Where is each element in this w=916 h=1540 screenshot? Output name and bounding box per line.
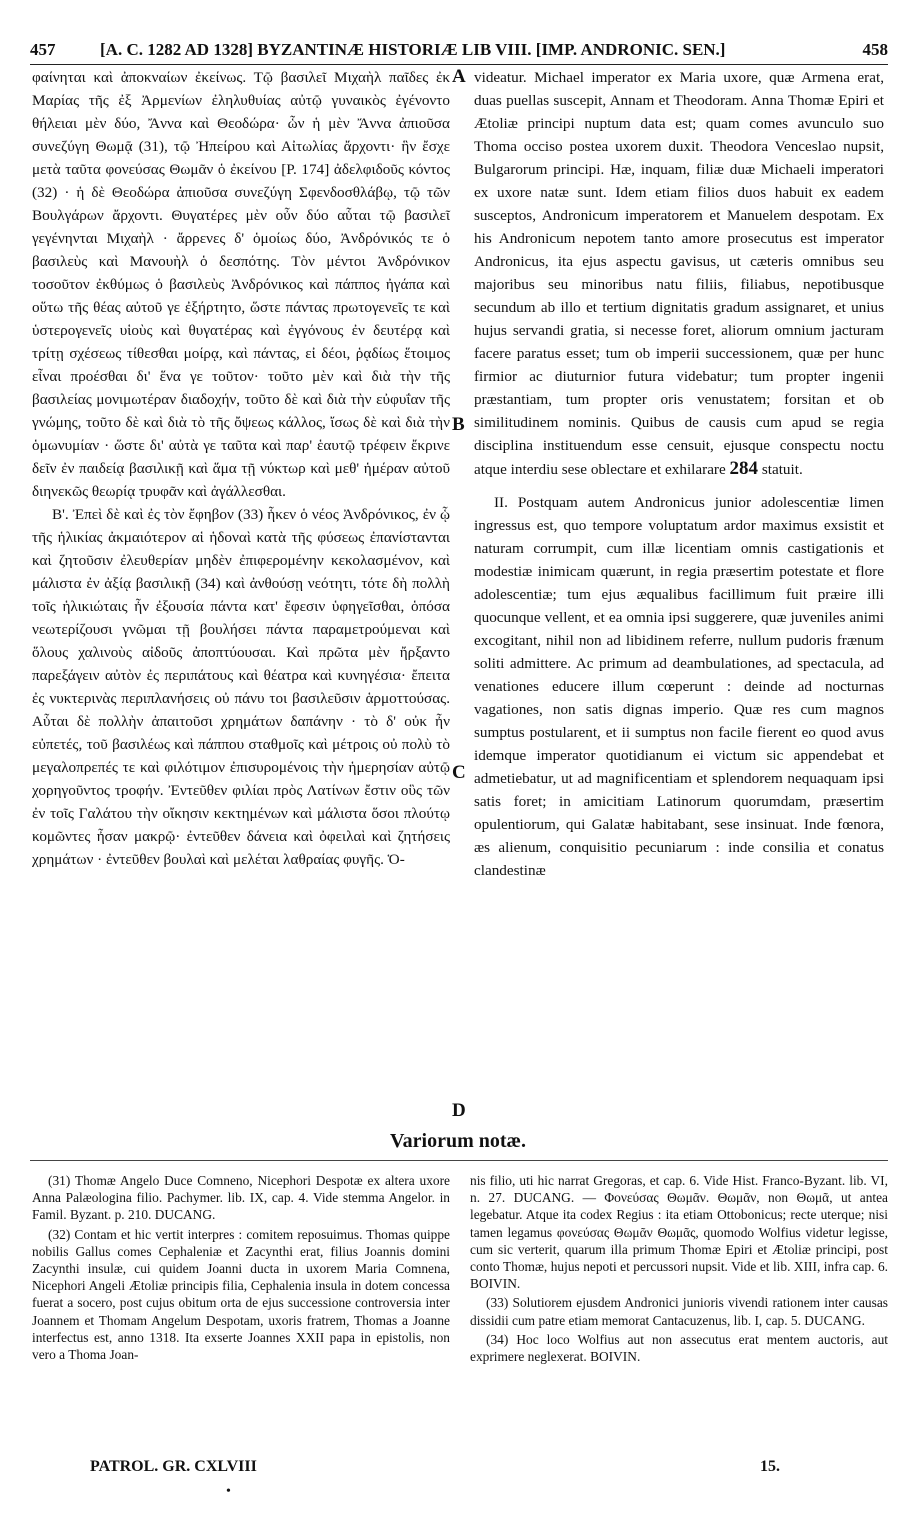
page-number-right: 458 [862, 40, 888, 59]
column-number: 284 [729, 458, 759, 479]
margin-letter-d: D [452, 1100, 466, 1121]
note-entry: nis filio, uti hic narrat Gregoras, et cap. 6. Vide Hist. Franco-Byzant. lib. VI, n. 27. DUCANG. — Φονεύσας Θωμᾶν. Θωμᾶν, non Θωμᾶ, ut antea legebatur. Atque ita codex Regius : ita etiam Ottobonicus; recte uterque; nisi tamen legamus φονεύσας Θωμᾶν Θωμᾶς, quomodo Wolfius videtur legisse, cum sic verterit, quarum illa primum Thomæ Epiri et Ætoliæ principi, post conto Thomæ, hujus nepoti et percussori nupsit. Vide et lib. XIII, infra cap. 6. BOIVIN. [470, 1173, 888, 1292]
greek-paragraph: Β'. Ἐπεὶ δὲ καὶ ἐς τὸν ἔφηβον (33) ἧκεν ὁ νέος Ἀνδρόνικος, ἐν ᾧ τῆς ἡλικίας ἀκμαιότερον αἱ ἡδοναὶ κατὰ τῆς φύσεως ἐπανίστανται καὶ ζητοῦσιν ἐλευθερίαν μηδὲν ἐπιφερομένην κεκολασμένον, καὶ μάλιστα ἐν ἀξίᾳ βασιλικῇ (34) καὶ ἀνθούσῃ νεότητι, τότε δὴ πολλὴ τοῖς ἡλικιώταις ἦν ἐξουσία πάντα κατ' ἔφεσιν ὑφηγεῖσθαι, ὁπόσα νεωτερίζουσι γνῶμαι τῇ βουλήσει πάντα παραμετρούμεναι καὶ ὅλους χαλινοὺς αἰδοῦς ἀποπτύουσαι. Καὶ πρῶτα μὲν ἤρξαντο παρεξάγειν αὐτὸν ἐς περιπάτους καὶ θέατρα καὶ κυνηγέσια· ἔπειτα ἐς νυκτερινὰς περιπλανήσεις οὐ πάνυ τοι βασιλεῦσιν ἁρμοττούσας. Αὗται δὲ πολλὴν ἀπαιτοῦσι χρημάτων δαπάνην · τὸ δ' οὐκ ἦν εὐπετές, τοῦ βασιλέως καὶ πάππου σταθμοῖς καὶ μέτροις οὐ πολὺ τὸ μεγαλοπρεπές τε καὶ φιλότιμον ἐπισυρομένοις τὴν ἡμερησίαν αὐτῷ χορηγοῦντος τροφήν. Ἐντεῦθεν φιλίαι πρὸς Λατίνων ἔστιν οὓς τῶν ἐν τοῖς Γαλάτου τὴν οἴκησιν κεκτημένων καὶ μάλιστα ὅσοι πλούτῳ κομῶντες ἦσαν μακρῷ· ἐντεῦθεν δάνεια καὶ ὀφειλαὶ καὶ ζητήσεις χρημάτων · ἐντεῦθεν βουλαὶ καὶ μελέται λαθραίας φυγῆς. Ὁ- [32, 506, 450, 868]
notes-heading: Variorum notæ. [390, 1130, 526, 1152]
running-header [30, 38, 888, 65]
notes-divider [30, 1160, 888, 1161]
greek-paragraph: φαίνηται καὶ ἀποκναίων ἐκείνως. Τῷ βασιλεῖ Μιχαὴλ παῖδες ἐκ Μαρίας τῆς ἐξ Ἀρμενίων ἐληλυθυίας αὐτῷ γυναικὸς ἐγένοντο θήλειαι μὲν δύο, Ἄννα καὶ Θεοδώρα· ὧν ἡ μὲν Ἄννα ἀπιοῦσα συνεζύγη Θωμᾷ (31), τῷ Ἠπείρου καὶ Αἰτωλίας ἄρχοντι· ἣν ἔσχε μετὰ ταῦτα φονεύσας Θωμᾶν ὁ ἐκείνου [P. 174] ἀδελφιδοῦς κόντος (32) · ἡ δὲ Θεοδώρα ἀπιοῦσα συνεζύγη Σφενδοσθλάβῳ, τῷ τῶν Βουλγάρων ἄρχοντι. Θυγατέρες μὲν οὖν δύο αὗται τῷ βασιλεῖ γεγένηνται Μιχαὴλ · ἄρρενες δ' ὁμοίως δύο, Ἀνδρόνικός τε ὁ βασιλεὺς καὶ Μανουὴλ ὁ δεσπότης. Τὸν μέντοι Ἀνδρόνικον τοσοῦτον ἐκθύμως ὁ βασιλεὺς Ἀνδρόνικος καὶ πάππος ἠγάπα καὶ οὕτω τῆς θέας αὐτοῦ γε ἐξήρτητο, ὥστε πάντας πρωτογενεῖς τε καὶ ὑστερογενεῖς υἱοὺς καὶ θυγατέρας καὶ ἐγγόνους ἐν δευτέρᾳ καὶ τρίτῃ σχέσεως τίθεσθαι μοίρᾳ, καὶ πάντας, εἰ δέοι, ῥᾳδίως ἕτοιμος εἶναι προέσθαι δι' ἕνα γε τοῦτον· τοῦτο μὲν καὶ διὰ τὴν τῆς βασιλείας μονιμωτέραν διαδοχήν, τοῦτο δὲ καὶ διὰ τὴν εὐφυΐαν τῆς γνώμης, τοῦτο δὲ καὶ διὰ τὸ τῆς ὄψεως κάλλος, ἴσως δὲ καὶ διὰ τὴν ὁμωνυμίαν · ὥστε δι' αὐτὰ γε ταῦτα καὶ παρ' ἑαυτῷ τρέφειν ἔκρινε δεῖν ἐν παιδείᾳ βασιλικῇ καὶ ἅμα τῇ νύκτωρ καὶ μεθ' ἡμέραν αὐτοῦ διηνεκῶς θεωρίᾳ τρυφᾶν καὶ ἀγάλλεσθαι. [32, 69, 450, 500]
notes-left-column [32, 1172, 450, 1365]
note-entry: (33) Solutiorem ejusdem Andronici junioris vivendi rationem inter causas dissidii cum patre etiam memorat Cantacuzenus, lib. I, cap. 5. DUCANG. [470, 1295, 888, 1328]
footer-signature: PATROL. GR. CXLVIII [90, 1458, 257, 1475]
page-number-left: 457 [30, 40, 56, 59]
footer-sheet-number: 15. [760, 1458, 780, 1475]
footer-dot: • [226, 1484, 231, 1499]
greek-text-column [32, 66, 450, 871]
notes-right-column [470, 1172, 888, 1367]
note-entry: (32) Contam et hic vertit interpres : comitem reposuimus. Thomas quippe nobilis Gallus comes Cephaleniæ et Zacynthi erat, filius Joannis domini Zacynthi insulæ, cui quidem Joanni ducta in uxorem Maria Comnena, Nicephori Angeli Ætoliæ principis filia, Cephalenia insula in dotem concessa fuerat a socero, post cujus obitum orta de ejus successione controversia inter Joannem et Thomam Angelum Despotam, uxoris fratrem, Thomas a Joanne interfectus est, anno 1318. Ita exserte Joannes XXII papa in epistolis, non vero a Thoma Joan- [32, 1226, 450, 1363]
margin-letter-c: C [452, 762, 466, 783]
latin-paragraph [474, 66, 884, 481]
latin-paragraph: II. Postquam autem Andronicus junior adolescentiæ limen ingressus est, quo tempore voluptatum ardor maximus exsistit et naturam corrumpit, cum illæ licentiam omnis castigationis et modestiæ inimicam quærunt, in regia præsertim potestate et flore adolescentiæ; tum ejus æqualibus facillimum fuit præire illi quocunque vellent, et ea omnia ipsi suggerere, quæ juveniles animi excogitant, nihil non ad libidinem referre, nullum pudoris frænum soliti admittere. Ac primum ad deambulationes, ad spectacula, ad venationes educere illum cœperunt : deinde ad nocturnas vagationes, non satis dignas imperio. Quæ res cum magnos sumptus postularent, et ii sumptus non facile fierent eo quod avus idemque imperator quotidianum ei victum sic appendebat et admetiebatur, ut ad magnificentiam et splendorem nequaquam ipsi satis foret; in amicitiam Latinorum quorumdam, præsertim opulentiorum, qui Galatæ habitabant, sese insinuat. Inde fœnora, æs alienum, conquisitio pecuniarum : inde consilia et conatus clandestinæ [474, 494, 884, 879]
note-entry: (34) Hoc loco Wolfius aut non assecutus erat mentem auctoris, aut exprimere neglexerat. BOIVIN. [470, 1331, 888, 1365]
margin-letter-b: B [452, 414, 465, 435]
note-entry: (31) Thomæ Angelo Duce Comneno, Nicephori Despotæ ex altera uxore Anna Palæologina filio. Pachymer. lib. IX, cap. 4. Vide stemma Angelor. in Famil. Byzant. p. 210. DUCANG. [32, 1173, 450, 1223]
latin-paragraph-end: statuit. [761, 461, 803, 478]
latin-paragraph-text: videatur. Michael imperator ex Maria uxore, quæ Armena erat, duas puellas suscepit, Annam et Theodoram. Anna Thomæ Epiri et Ætoliæ principi nuptum data est; quam comes avunculo suo Thoma occiso postea uxorem duxit. Theodora Venceslao nupsit, Bulgarorum principi. Hæ, inquam, filiæ duæ Michaeli imperatori ex uxore natæ sunt. Idem etiam filios duos habuit ex eadem susceptos, Andronicum imperatorem et Manuelem despotam. Ex his Andronicum nepotem tanto amore prosecutus est imperator Andronicus, ita ejus aspectu gavisus, ut cæteris omnibus seu majoribus seu minoribus natu filiis, filiabus, nepotibusque secundum ab illo et tertium dignitatis gradum assignaret, et unius hujus servandi gratia, si necesse foret, aliorum omnium jacturam facere paratus esset; tum ob imperii successionem, quæ per hunc firmior ac diuturnior futura videbatur; tum propter ingenii præstantiam, tum propter oris venustatem; forsitan et ob similitudinem nominis. Quibus de causis cum apud se regia disciplina instituendum esse censuit, ejusque conspectu noctu atque interdiu sese oblectare et exhilarare [474, 69, 884, 478]
margin-letter-a: A [452, 66, 466, 87]
running-title: [A. C. 1282 AD 1328] BYZANTINÆ HISTORIÆ LIB VIII. [IMP. ANDRONIC. SEN.] [100, 40, 726, 59]
latin-text-column [474, 66, 884, 882]
